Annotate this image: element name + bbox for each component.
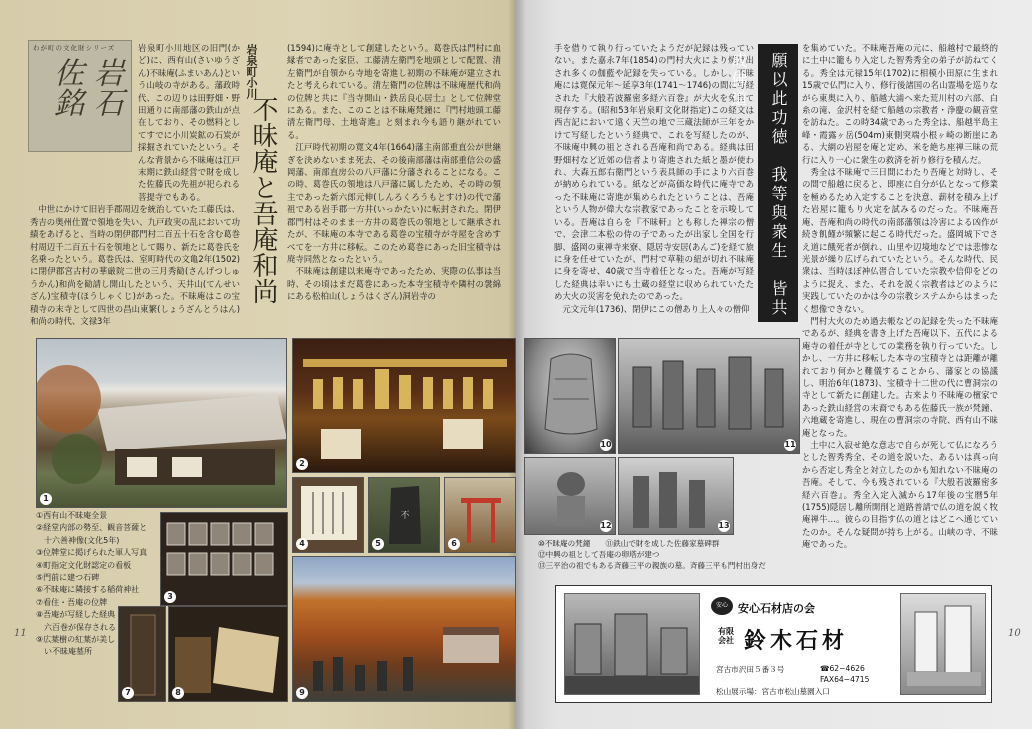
photo-number: 3 bbox=[164, 591, 176, 603]
sutra-motto-banner: 願以此功徳 我等與衆生 皆共成佛道 bbox=[758, 44, 798, 322]
ad-photo-gravestones bbox=[564, 593, 700, 695]
photo-number: 11 bbox=[784, 440, 796, 449]
paragraph: (1594)に庵寺として創建したという。葛巻氏は門村に血縁者であった家臣、工藤清左衛門を地頭として配置、清左衛門が自領から寺地を寄進し初期の不昧庵が建立されたと考えられている。清左衛門の位牌は不昧庵歴代和尚の位牌と共に『当寺開山・鉄岳良心居士』として位牌堂にある。また、このことは不昧庵梵鐘に『門村地頭工藤清左衛門母、土地寄進』と刻まれ今も語り継がれている。 bbox=[287, 43, 501, 140]
paragraph: 手を借りて執り行っていたようだが記録は残っていない。また嘉永7年(1854)の門村大火により焼け出され多くの伽藍や記録を失っている。しかし、不昧庵には寛保元年〜延享3年(1741〜1746)の間に写経された『大般若波羅密多経六百巻』が大火を免れて現存する。(昭和53年岩泉町文化財指定)この経文は西吉記において遠く天竺の地で三蔵法師が三年をかけて写経したという経典で、これを写経したのが、不昧庵中興の祖とされる吾庵和尚である。経典は田野畑村など近郊の信者より寄進された紙と墨が使われ、大森五郎右衛門という表具師の手により六百巻が納められている。紙などが高価な時代に庵寺であった不昧庵に寄進が集められたということは、吾庵という人物が偉大な宗教家であったことを示唆している。吾庵は自らを『不昧軒』とも称した禅宗の僧で、会津二本松の侍の子であったが出家し全国を行脚、盛岡の東禅寺来寮、隠居寺安居(あんご)を経て旅に身を任せていたが、門村で草鞋の紐が切れ不昧庵に身を寄せ、40歳で当寺着任となった。吾庵が写経した経典は幸いにも土蔵の経堂に収められていたため大火の災害を免れたのであった。 bbox=[554, 43, 754, 302]
photo-number: 13 bbox=[718, 521, 730, 530]
paragraph: を集めていた。不昧庵吾庵の元に、船越村で最終的に土中に籠もり入定した智秀秀全の弟子が訪ねてくる。秀全は元禄15年(1702)に相模小田原に生まれ15歳で仏門に入り、修行後諸国の名山霊場を巡りながら東奥に入り、船越大浦へ来た荒川村の六部、白糸の滝、金沢村を経て船越の宗教者・浄慶の観音堂を訪ねた。この時34歳であった秀全は、船越半島主峰・霞露ヶ岳(504m)東側突端小根ヶ崎の断崖にある、大網の岩屋を庵と定め、米を絶ち座禅三昧の荒行に入り一心に衆生の救済を祈り修行を積んだ。 bbox=[802, 43, 998, 165]
paragraph: 元文元年(1736)、閉伊にこの僧あり上人々の僧仰 bbox=[562, 303, 750, 314]
paragraph: 門村大火のため過去帳などの記録を失った不昧庵であるが、経典を書き上げた吾庵以下、五代による庵寺の着任が寺としての業務を執り行っていた。しかし、一方井に移転した本寺の宝積寺とは距離が離れており何かと難儀することから、藩家との協議し、明治6年(1873)、宝積寺十二世の代に曹洞宗の寺として新たに創建した。古来より不昧庵の檀家であった鉄山経営の末裔でもある佐藤氏一族が梵鐘、六地蔵を寄進し、現在の曹洞宗の寺院、西有山不昧庵となった。 bbox=[802, 315, 998, 438]
paragraph: 江戸時代初期の寛文4年(1664)藩主南部重直公が世継ぎを決めないまま死去、その後南部藩は南部重信公の盛岡藩、南部直房公の八戸藩に分藩されることになる。この時、葛巻氏の領地は八戸藩に属したため、その時の領主であった新六郎元伸(しんろくろうもとすけ)の代で藩祖である岩手郡一方井(いっかたい)に転封された。閉伊郡門村はそのまま一方井の葛巻氏の領地として継承されたが、不昧庵の本寺である葛巻の宝積寺が寺屋を含めすべてを一方井に移転。このため葛巻にあった旧宝積寺は廃寺同然となったという。 bbox=[287, 142, 501, 264]
ad-showroom: 松山展示場：宮古市松山墓園入口 bbox=[716, 687, 830, 696]
right-text-column-2 bbox=[802, 42, 998, 582]
paragraph: 不昧庵は創建以来庵寺であったため、実際の仏事は当時、その頃はまだ葛巻にあった本寺宝積寺や隣村の袰綿にある松柏山(しょうはくざん)洞岩寺の bbox=[287, 266, 501, 302]
page-number-left: 11 bbox=[14, 628, 27, 639]
photo-goan-stupa bbox=[524, 457, 616, 535]
ad-telephone: ☎62−4626 bbox=[820, 664, 865, 673]
location-label: 岩泉町小川 bbox=[245, 44, 258, 99]
paragraph: 岩泉町小川地区の旧門(かど)に、西有山(さいゆうざん)不昧庵(ふまいあん)という山岐の寺がある。藩政時代、この辺りは田野畑・野田通りに南部藩の鉄山が点在しており、その燃料としてすでに小川炭鉱の石炭が採掘されていたという。そんな背景から不昧庵は江戸末期に鉄山経営で財を成した佐藤氏の先祖が祀られる菩提寺でもある。 bbox=[138, 43, 240, 202]
caption: ⑫中興の祖として吾庵の卵塔が建つ bbox=[538, 550, 660, 559]
photo-number: 10 bbox=[600, 440, 612, 449]
caption: ⑩不昧庵の梵鐘 ⑪鉄山で財を成した佐藤家墓碑群 bbox=[538, 539, 720, 548]
right-photo-captions bbox=[538, 538, 766, 571]
caption: ⑤門前に建つ石碑 bbox=[36, 573, 100, 583]
left-text-column-1 bbox=[30, 42, 240, 332]
caption: 六百巻が保存される bbox=[36, 622, 116, 632]
left-text-column-2 bbox=[287, 42, 501, 334]
photo-number: 6 bbox=[448, 538, 460, 550]
photo-number: 9 bbox=[296, 687, 308, 699]
photo-sutra-hall-interior bbox=[292, 338, 516, 473]
photo-autumn-cemetery bbox=[292, 556, 516, 702]
caption: ⑨広葉樹の紅葉が美し bbox=[36, 635, 116, 645]
photo-number: 7 bbox=[122, 687, 134, 699]
photo-saito-family-graves bbox=[618, 457, 734, 535]
article-title: 不昧庵と吾庵和尚 bbox=[248, 96, 278, 304]
photo-memorial-portraits bbox=[160, 512, 288, 606]
ad-association-name: 安心石材店の会 bbox=[738, 602, 815, 615]
caption: ④町指定文化財認定の看板 bbox=[36, 560, 132, 570]
stone-mason-advertisement bbox=[555, 585, 992, 703]
ad-photo-monument bbox=[900, 593, 986, 695]
photo-cultural-property-sign bbox=[292, 477, 364, 553]
ad-company-type: 有限会社 bbox=[718, 627, 734, 645]
photo-temple-bell bbox=[524, 338, 616, 454]
photo-sato-family-graves bbox=[618, 338, 800, 454]
ad-company-name: 鈴木石材 bbox=[744, 628, 849, 654]
photo-number: 8 bbox=[172, 687, 184, 699]
caption: 十六善神像(文化5年) bbox=[36, 535, 120, 545]
photo-number: 2 bbox=[296, 458, 308, 470]
caption: ⑧吾庵が写経した経典 bbox=[36, 610, 116, 620]
page-number-right: 10 bbox=[1008, 628, 1021, 639]
left-photo-captions bbox=[36, 510, 156, 659]
photo-stone-monument bbox=[368, 477, 440, 553]
photo-number: 1 bbox=[40, 493, 52, 505]
caption: ①西有山不昧庵全景 bbox=[36, 511, 108, 520]
caption: ③位牌堂に掲げられた軍人写真 bbox=[36, 548, 148, 558]
photo-temple-view bbox=[36, 338, 287, 508]
photo-number: 12 bbox=[600, 521, 612, 530]
caption: ⑦看住・吾庵の位牌 bbox=[36, 597, 108, 607]
ad-address: 宮古市沢田５番３号 bbox=[716, 665, 785, 674]
series-label: わが町の文化財シリーズ bbox=[33, 44, 116, 52]
caption: ⑥不昧庵に隣接する稲荷神社 bbox=[36, 585, 140, 595]
paragraph: 中世にかけて旧岩手郡周辺を統治していた工藤氏は、秀吉の奥州仕置で領地を失い、九戸政実の乱において功績をあげると、当時の閉伊郡門村二百五十石を含む葛巻村周辺千二百五十石を領地として賜り、新たに葛巻氏を名乗ったという。葛巻氏は、室町時代の文亀2年(1502)に閉伊郡宮古村の華厳院二世の三月秀勧(さんげつしゅうかん)和尚を勧請し開山したという、天井山(てんせいざん)宝積寺(ほうしゃくじ)があった。不昧庵はこの宝積寺の末寺として四世の昌山東繁(しょうざんとうはん)和尚の時代、文禄3年 bbox=[30, 204, 240, 326]
series-title-chars: 岩石 佐銘 bbox=[48, 57, 123, 117]
photo-number: 4 bbox=[296, 538, 308, 550]
photo-sutra-scrolls bbox=[168, 606, 288, 702]
caption: ②経堂内部の勢至、観音菩薩と bbox=[36, 523, 148, 533]
paragraph: 秀全は不昧庵で三日間にわたり吾庵と対時し、その間で船越に戻ると、即座に自分が仏となって修業を極めるため入定することを決意、薪材を積み上げた岩屋に籠もり火定を試みるのだった。不昧庵吾庵、吾庵和尚の時代の南部藩領は冷害による凶作が続き飢饉が頻繁に起こる時代だった。盛岡城下でさえ道に餓死者が倒れ、山里や辺境地などでは悲惨な光景が繰り広げられていたという。そんな時代、民衆は、当時ほぼ神仏習合していた宗教や信仰をどのように捉え、また、それを説く宗教者はどのように実践していたのかは今の宗教システムからはまったく想像できない。 bbox=[802, 167, 998, 314]
photo-number: 5 bbox=[372, 538, 384, 550]
svg-text:不: 不 bbox=[400, 511, 410, 521]
photo-inari-shrine bbox=[444, 477, 516, 553]
caption: ⑬三平治の祖でもある斉藤三平の親族の墓。斉藤三平も門村出身だ bbox=[538, 561, 766, 570]
paragraph: 土中に入寂せ絶な意志で自らが死して仏になろうとした智秀秀全、その道を説いた、あるいは真っ向から否定し秀全と対立したのかも知れない不昧庵の吾庵。そして、今も残されている『大般若波羅密多経六百巻』。秀全入定入滅から17年後の宝暦5年(1755)隠居し離所開削と道路普請で仏の道を説く牧庵禅牛…。彼らの目指す仏の道とはどこへ通じていたのか。そんな疑問が持ち上がる。山峡の寺、不昧庵であった。 bbox=[802, 440, 998, 550]
caption: い不昧庵墓所 bbox=[36, 647, 92, 657]
ad-fax: FAX64−4715 bbox=[820, 675, 870, 684]
anshin-logo: 安心 bbox=[711, 597, 733, 615]
